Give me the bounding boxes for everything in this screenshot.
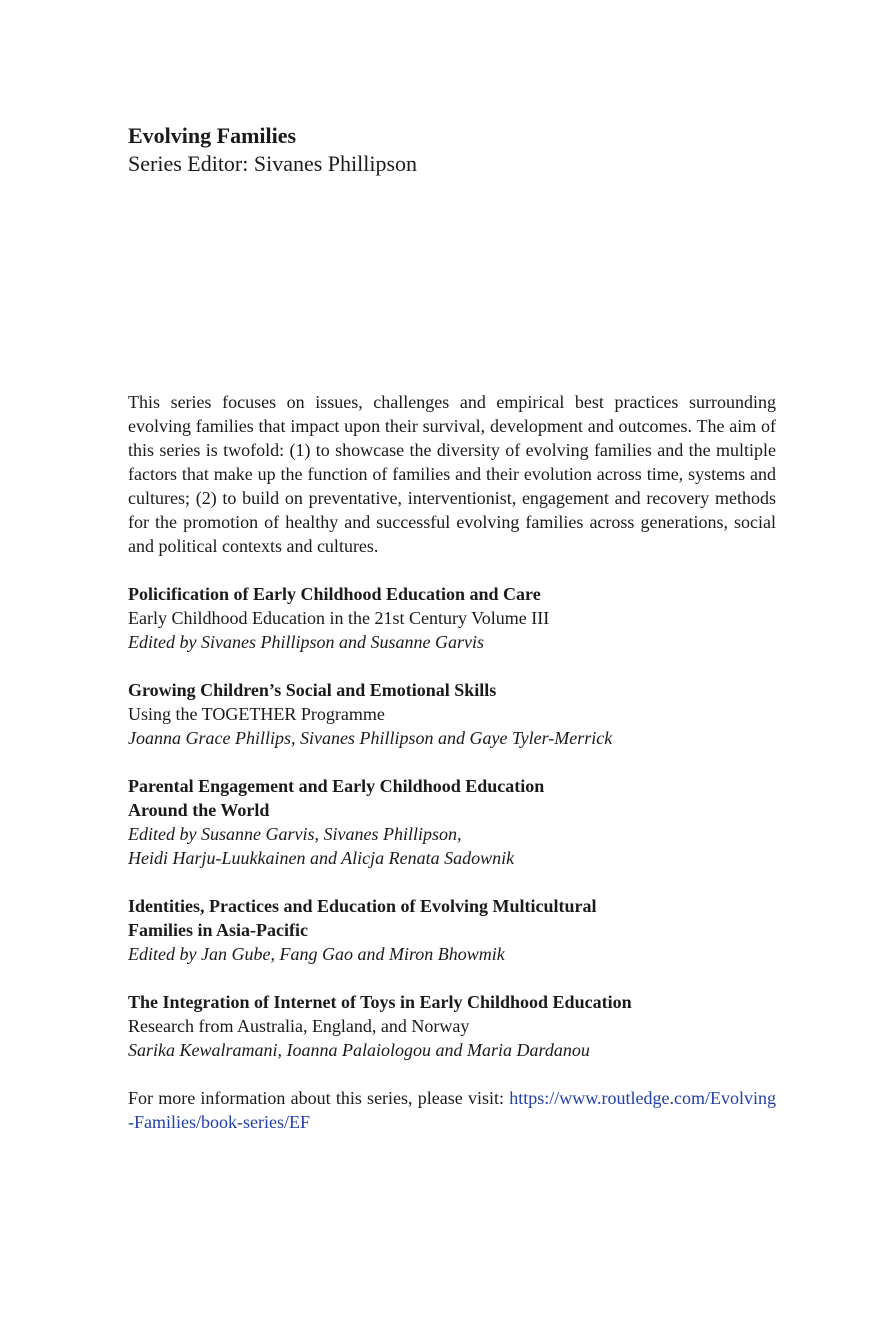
book-title: Policification of Early Childhood Education and Care: [128, 584, 541, 604]
content: [128, 390, 776, 1134]
more-info-text: For more information about this series, please visit:: [128, 1088, 510, 1108]
book-list: [128, 582, 776, 1062]
book-title-continued: Families in Asia-Pacific: [128, 920, 308, 940]
book-editors: Edited by Susanne Garvis, Sivanes Phillipson,: [128, 824, 462, 844]
book-subtitle: Early Childhood Education in the 21st Century Volume III: [128, 608, 550, 628]
book-entry: [128, 990, 776, 1062]
book-editors: Sarika Kewalramani, Ioanna Palaiologou and Maria Dardanou: [128, 1040, 590, 1060]
series-description: This series focuses on issues, challenges and empirical best practices surrounding evolving families that impact upon their survival, development and outcomes. The aim of this series is twofold: (1) to showcase the diversity of evolving families and the multiple factors that make up the function of families and their evolution across time, systems and cultures; (2) to build on preventative, interventionist, engagement and recovery methods for the promotion of healthy and successful evolving families across generations, social and political contexts and cultures.: [128, 392, 776, 556]
book-subtitle: Research from Australia, England, and Norway: [128, 1016, 470, 1036]
book-editors: Edited by Jan Gube, Fang Gao and Miron Bhowmik: [128, 944, 505, 964]
book-entry: [128, 774, 776, 870]
book-entry: [128, 894, 776, 966]
book-editors: Joanna Grace Phillips, Sivanes Phillipson and Gaye Tyler-Merrick: [128, 728, 613, 748]
book-editors: Edited by Sivanes Phillipson and Susanne Garvis: [128, 632, 484, 652]
book-entry: [128, 678, 776, 750]
book-title: Identities, Practices and Education of Evolving Multicultural: [128, 896, 597, 916]
series-editor: Series Editor: Sivanes Phillipson: [128, 151, 418, 176]
series-title: Evolving Families: [128, 123, 297, 148]
more-info: [128, 1086, 776, 1134]
book-editors-continued: Heidi Harju-Luukkainen and Alicja Renata Sadownik: [128, 848, 515, 868]
book-entry: [128, 582, 776, 654]
series-link[interactable]: https://www.routledge.com/Evolving-Families/book-series/EF: [128, 1088, 776, 1132]
series-header: [128, 122, 778, 178]
book-title: Growing Children’s Social and Emotional Skills: [128, 680, 497, 700]
book-title: The Integration of Internet of Toys in Early Childhood Education: [128, 992, 632, 1012]
book-title: Parental Engagement and Early Childhood Education: [128, 776, 545, 796]
book-subtitle: Using the TOGETHER Programme: [128, 704, 385, 724]
book-title-continued: Around the World: [128, 800, 270, 820]
